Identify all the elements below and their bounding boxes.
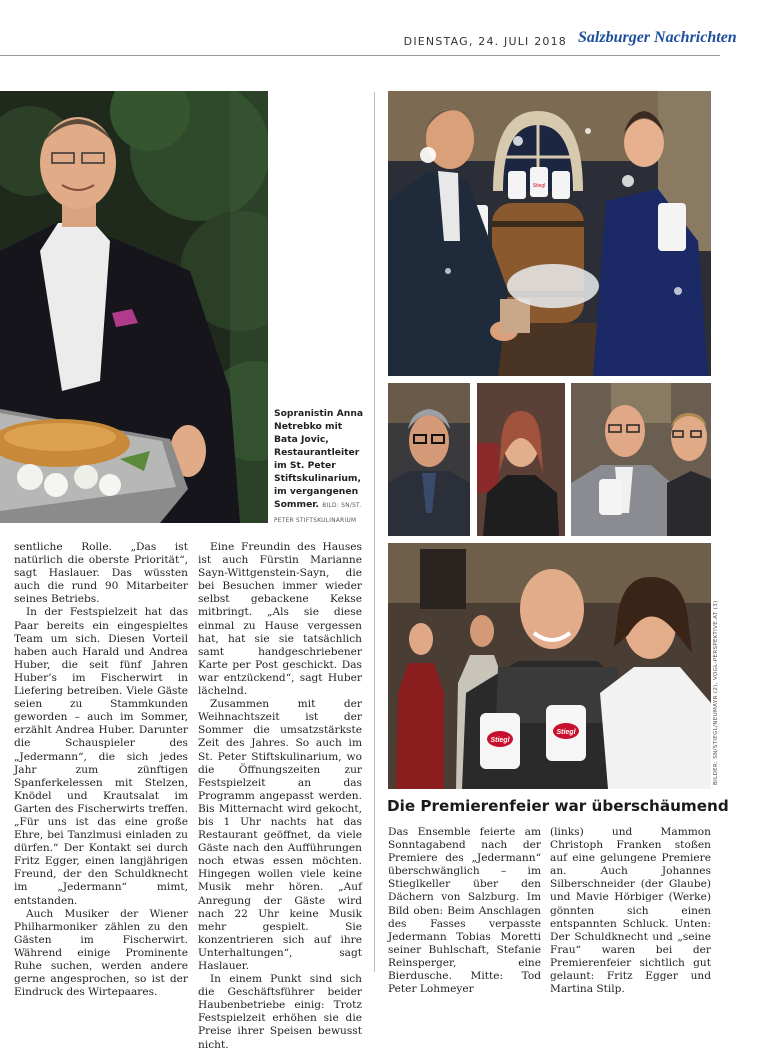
mug-label: Stiegl: [532, 183, 546, 189]
paragraph: In der Festspielzeit hat das Paar bereits ein eingespieltes Team um sich. Diesen Vorteil haben auch Harald und Andrea Huber, die seit fünf Jahren Huber’s im Fischerwirt in Liefering betreiben. Viele Gäste seien zu Stammkunden geworden – auch im Sommer, erzählt Andrea Huber. Darunter die Schauspieler des „Jedermann“, die sich jedes Jahr zum zünftigen Spanferkelessen mit Stelzen, Knödel und Krautsalat im Garten des Fischerwirts treffen. „Für uns ist das eine große Ehre, bei Tanzlmusi einladen zu dürfen.“ Der Kontakt sei durch Fritz Egger, einen langjährigen Freund, der den Schuldknecht im „Jedermann“ mimt, entstanden.: [14, 606, 188, 907]
caption-column-1: [388, 826, 541, 996]
paragraph: In einem Punkt sind sich die Geschäftsführer beider Haubenbetriebe einig: Trotz Festspielzeit erhöhen sie die Preise ihrer Speisen bewusst nicht.: [198, 973, 362, 1051]
article-column-1: [14, 541, 188, 999]
paragraph: sentliche Rolle. „Das ist natürlich die oberste Priorität“, sagt Haslauer. Das wüssten auch die rund 90 Mitarbeiter seines Betriebs.: [14, 541, 188, 606]
photo-credit-vertical: BILDER: SN/STIEGL/NEUMAYR (2), VOGL-PERSPEKTIVE.AT (3): [713, 600, 719, 785]
paragraph: Zusammen mit der Weihnachtszeit ist der Sommer die umsatzstärkste Zeit des Jahres. So auch im St. Peter Stiftskulinarium, wo die Öffnungszeiten zur Festspielzeit an das Programm angepasst werden. Bis Mitternacht wird gekocht, bis 1 Uhr nachts hat das Restaurant geöffnet, da viele Gäste nach den Aufführungen noch etwas essen möchten. Hingegen wollen viele keine Musik mehr hören. „Auf Anregung der Gäste wird nach 22 Uhr keine Musik mehr gespielt. Sie konzentrieren sich auf ihre Unterhaltungen“, sagt Haslauer.: [198, 698, 362, 972]
paragraph: Das Ensemble feierte am Sonntagabend nach der Premiere des „Jedermann“ überschwänglich – im Stieglkeller über den Dächern von Salzburg. Im Bild oben: Beim Anschlagen des Fasses verpasste Jedermann Tobias Moretti seiner Buhlschaft, Stefanie Reinsperger, eine Bierdusche. Mitte: Tod Peter Lohmeyer: [388, 826, 541, 996]
photo-restaurant-manager: [0, 91, 268, 523]
newspaper-logo: Salzburger Nachrichten: [578, 29, 737, 46]
photo-credit: BILD: SN/ST. PETER STIFTSKULINARIUM: [274, 503, 362, 524]
photo-franken-silberschneider: [571, 383, 711, 536]
article-column-2: [198, 541, 362, 1052]
header-rule: [0, 55, 720, 56]
photo-mavie-hoerbiger: [477, 383, 565, 536]
photo-keg-tapping: [388, 91, 711, 376]
mug-label: Stiegl: [490, 737, 510, 744]
caption-column-2: [550, 826, 711, 996]
photo-egger-stilp: [388, 543, 711, 789]
photo-peter-lohmeyer: [388, 383, 470, 536]
column-divider: [374, 92, 375, 972]
caption-text: Sopranistin Anna Netrebko mit Bata Jovic, Restaurantleiter im St. Peter Stiftskulinarium, im vergangenen Sommer.: [274, 408, 364, 510]
dateline: DIENSTAG, 24. JULI 2018: [403, 35, 567, 48]
mug-label: Stiegl: [556, 729, 576, 736]
paragraph: Auch Musiker der Wiener Philharmoniker zählen zu den Gästen im Fischerwirt. Während einige Prominente Ruhe suchen, werden andere gerne angesprochen, so ist der Eindruck des Wirtepaares.: [14, 907, 188, 999]
photo-caption: [274, 407, 366, 528]
paragraph: (links) und Mammon Christoph Franken stoßen auf eine gelungene Premiere an. Auch Johannes Silberschneider (der Glaube) und Mavie Hörbiger (Werke) gönnten sich einen entspannten Schluck. Unten: Der Schuldknecht und „seine Frau“ waren bei der Premierenfeier sichtlich gut gelaunt: Fritz Egger und Martina Stilp.: [550, 826, 711, 996]
article-headline: Die Premierenfeier war überschäumend: [387, 797, 729, 815]
paragraph: Eine Freundin des Hauses ist auch Fürstin Marianne Sayn-Wittgenstein-Sayn, die bei Besuchen immer wieder selbst gebackene Kekse mitbringt. „Als sie diese einmal zu Hause vergessen hat, hat sie sie tatsächlich samt handgeschriebener Karte per Post geschickt. Das war entzückend“, sagt Huber lächelnd.: [198, 541, 362, 698]
